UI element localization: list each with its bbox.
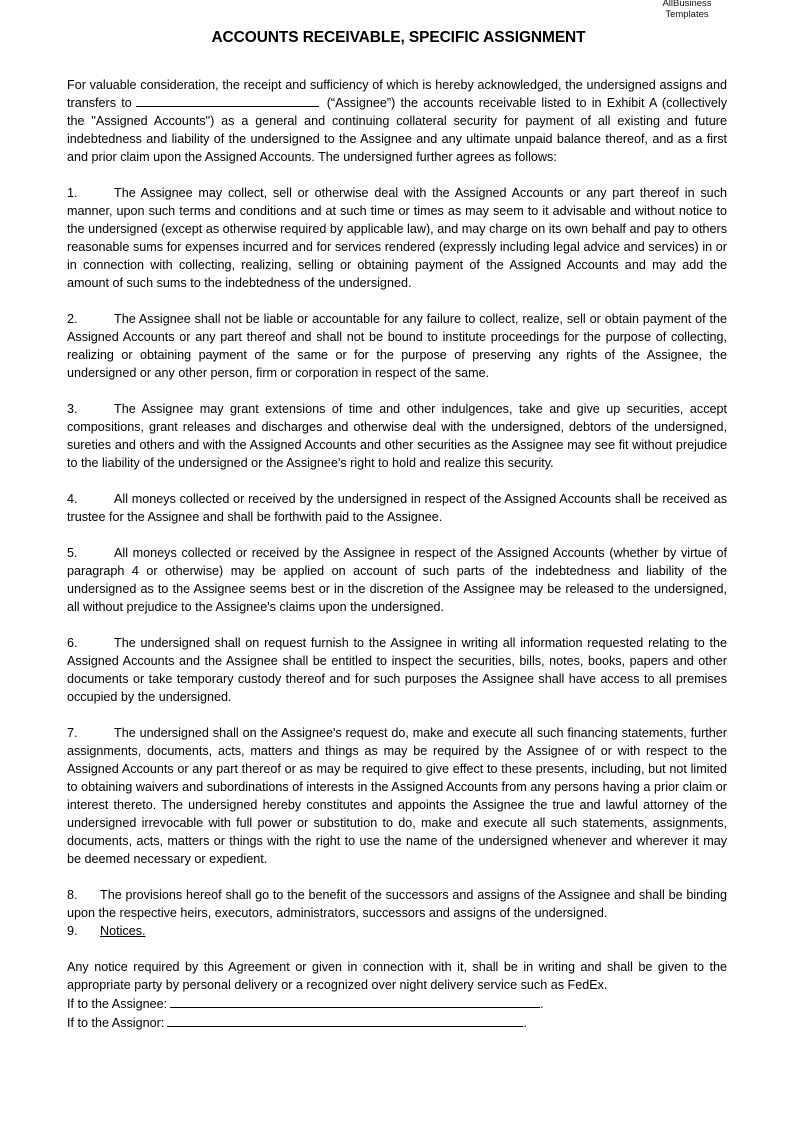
clause-text: The provisions hereof shall go to the benefit of the successors and assigns of the Assignee and shall be binding upon the respective heirs, executors, administrators, successors and assigns of the undersigned. <box>67 888 727 920</box>
clause-8 <box>67 886 727 922</box>
document-title: ACCOUNTS RECEIVABLE, SPECIFIC ASSIGNMENT <box>211 29 586 46</box>
intro-text-part-2: (“Assignee”) the accounts receivable listed to in Exhibit A (collectively the "Assigned Accounts") as a general and continuing collateral security for payment of all existing and future indebtedness and liability of the undersigned to the Assignee and any ultimate unpaid balance thereof, and as a first and prior claim upon the Assigned Accounts. The undersigned further agrees as follows: <box>67 96 727 164</box>
line-end-period: . <box>523 1016 527 1030</box>
clause-1 <box>67 184 727 292</box>
assignor-label: If to the Assignor: <box>67 1016 165 1030</box>
clause-text: The Assignee may collect, sell or otherwise deal with the Assigned Accounts or any part thereof in such manner, upon such terms and conditions and at such time or times as may seem to it advisable and without notice to the undersigned (except as otherwise required by applicable law), and may charge on its own behalf and pay to others reasonable sums for expenses incurred and for services rendered (expressly including legal advice and services) in or in connection with collecting, realizing, selling or obtaining payment of the Assigned Accounts and may add the amount of such sums to the indebtedness of the undersigned. <box>67 186 727 290</box>
clause-text: The Assignee may grant extensions of time and other indulgences, take and give up securities, accept compositions, grant releases and discharges and otherwise deal with the undersigned, debtors of the undersigned, sureties and others and with the Assigned Accounts and other securities as the Assignee may see fit without prejudice to the liability of the undersigned or the Assignee's right to hold and realize this security. <box>67 402 727 470</box>
logo-line-2: Templates <box>665 9 709 20</box>
line-end-period: . <box>540 997 544 1011</box>
clause-number: 4. <box>67 492 78 506</box>
logo-line-1: AllBusiness <box>662 0 712 9</box>
notices-heading <box>67 922 727 940</box>
allbusiness-templates-logo <box>646 0 728 20</box>
clause-number: 5. <box>67 546 78 560</box>
assignor-address-blank[interactable] <box>167 1013 523 1027</box>
assignee-label: If to the Assignee: <box>67 997 168 1011</box>
clause-number: 3. <box>67 402 78 416</box>
notices-heading-label: Notices. <box>100 924 146 938</box>
clause-4 <box>67 490 727 526</box>
clause-text: The undersigned shall on the Assignee's request do, make and execute all such financing statements, further assignments, documents, acts, matters and things as may be required by the Assignee of or with respect to the Assigned Accounts or any part thereof or as may be required to give effect to these presents, including, but not limited to obtaining waivers and subordinations of interests in the Assigned Accounts from any persons having a prior claim or interest thereto. The undersigned hereby constitutes and appoints the Assignee the true and lawful attorney of the undersigned irrevocable with full power or substitution to do, make and execute all such statements, assignments, documents, acts, matters or things with the right to use the name of the undersigned whenever and wherever it may be deemed necessary or expedient. <box>67 726 727 866</box>
assignee-address-line <box>67 994 727 1013</box>
assignor-address-line <box>67 1013 727 1032</box>
clause-number: 2. <box>67 312 78 326</box>
clause-2 <box>67 310 727 382</box>
clause-5 <box>67 544 727 616</box>
clause-text: The undersigned shall on request furnish to the Assignee in writing all information requested relating to the Assigned Accounts and the Assignee shall be entitled to inspect the securities, bills, notes, books, papers and other documents or take temporary custody thereof and for such purposes the Assignee shall have access to all premises occupied by the undersigned. <box>67 636 727 704</box>
clause-number: 8. <box>67 888 78 902</box>
clause-number: 6. <box>67 636 78 650</box>
assignee-address-blank[interactable] <box>170 994 540 1008</box>
clause-number: 1. <box>67 186 78 200</box>
clause-6 <box>67 634 727 706</box>
clause-text: The Assignee shall not be liable or accountable for any failure to collect, realize, sell or obtain payment of the Assigned Accounts or any part thereof and shall not be bound to institute proceedings for the purpose of collecting, realizing or obtaining payment of the same or for the purpose of preserving any rights of the Assignee, the undersigned or any other person, firm or corporation in respect of the same. <box>67 312 727 380</box>
clause-3 <box>67 400 727 472</box>
clause-7 <box>67 724 727 868</box>
clause-number: 9. <box>67 924 78 938</box>
clause-text: All moneys collected or received by the undersigned in respect of the Assigned Accounts shall be received as trustee for the Assignee and shall be forthwith paid to the Assignee. <box>67 492 727 524</box>
clause-text: All moneys collected or received by the Assignee in respect of the Assigned Accounts (whether by virtue of paragraph 4 or otherwise) may be applied on account of such parts of the indebtedness and liability of the undersigned as to the Assignee seems best or in the discretion of the Assignee may be released to the undersigned, all without prejudice to the Assignee's claims upon the undersigned. <box>67 546 727 614</box>
document-body <box>67 76 727 1032</box>
assignee-name-blank[interactable] <box>136 94 319 107</box>
notices-paragraph: Any notice required by this Agreement or given in connection with it, shall be in writing and shall be given to the appropriate party by personal delivery or a recognized over night delivery service such as FedEx. <box>67 960 727 992</box>
intro-text-part-1: For valuable consideration, the receipt and sufficiency of which is hereby acknowledged, the undersigned assigns and transfers to <box>67 78 727 110</box>
clause-number: 7. <box>67 726 78 740</box>
intro-paragraph <box>67 76 727 166</box>
